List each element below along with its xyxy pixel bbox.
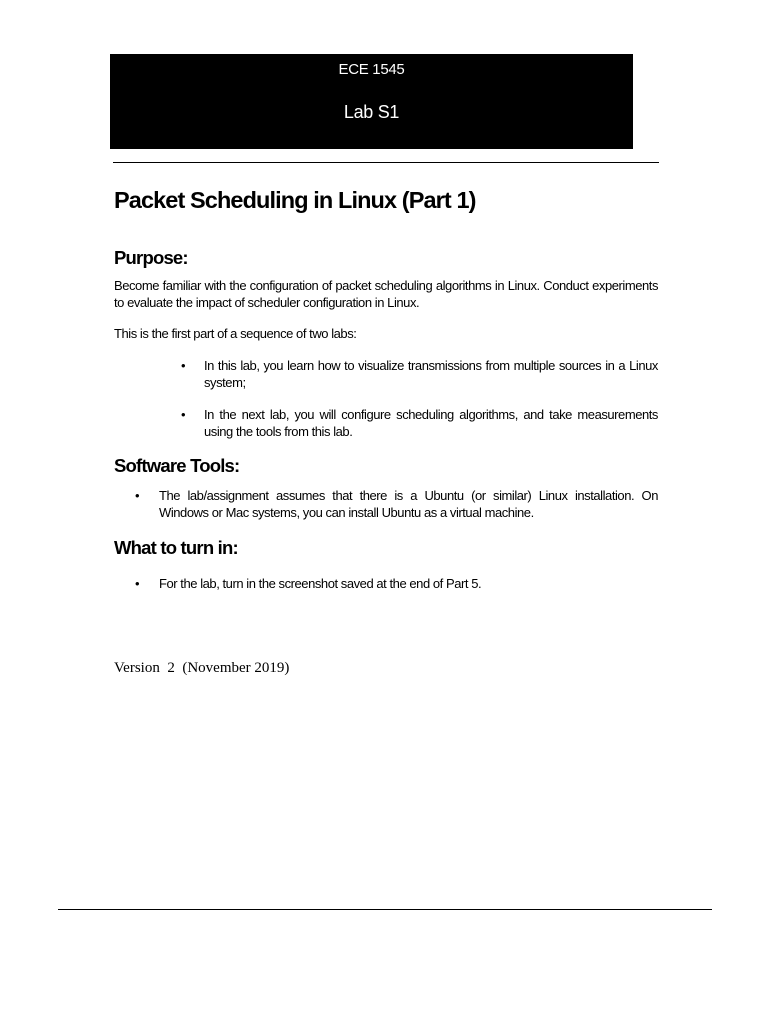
purpose-bullet-1: In this lab, you learn how to visualize transmissions from multiple sources in a Linux system; <box>204 358 658 390</box>
bottom-divider <box>58 909 712 910</box>
turn-in-heading: What to turn in: <box>114 537 238 558</box>
bullet-marker: • <box>135 488 140 503</box>
purpose-paragraph: Become familiar with the configuration of packet scheduling algorithms in Linux. Conduct experiments to evaluate the impact of scheduler configuration in Linux. <box>114 278 658 310</box>
software-tools-heading: Software Tools: <box>114 455 240 476</box>
header-banner <box>110 54 633 149</box>
bullet-marker: • <box>135 576 140 591</box>
document-title: Packet Scheduling in Linux (Part 1) <box>114 187 476 213</box>
bullet-marker: • <box>181 358 186 373</box>
software-tools-bullet: The lab/assignment assumes that there is a Ubuntu (or similar) Linux installation. On Windows or Mac systems, you can install Ubuntu as a virtual machine. <box>159 488 658 520</box>
purpose-bullet-2: In the next lab, you will configure scheduling algorithms, and take measurements using the tools from this lab. <box>204 407 658 439</box>
purpose-heading: Purpose: <box>114 247 188 268</box>
purpose-intro: This is the first part of a sequence of two labs: <box>114 326 357 341</box>
lab-label: Lab S1 <box>343 102 400 122</box>
version-note: Version 2 (November 2019) <box>114 660 290 676</box>
bullet-marker: • <box>181 407 186 422</box>
turn-in-bullet: For the lab, turn in the screenshot saved at the end of Part 5. <box>159 576 482 591</box>
top-divider <box>113 162 659 163</box>
course-code: ECE 1545 <box>338 61 405 78</box>
